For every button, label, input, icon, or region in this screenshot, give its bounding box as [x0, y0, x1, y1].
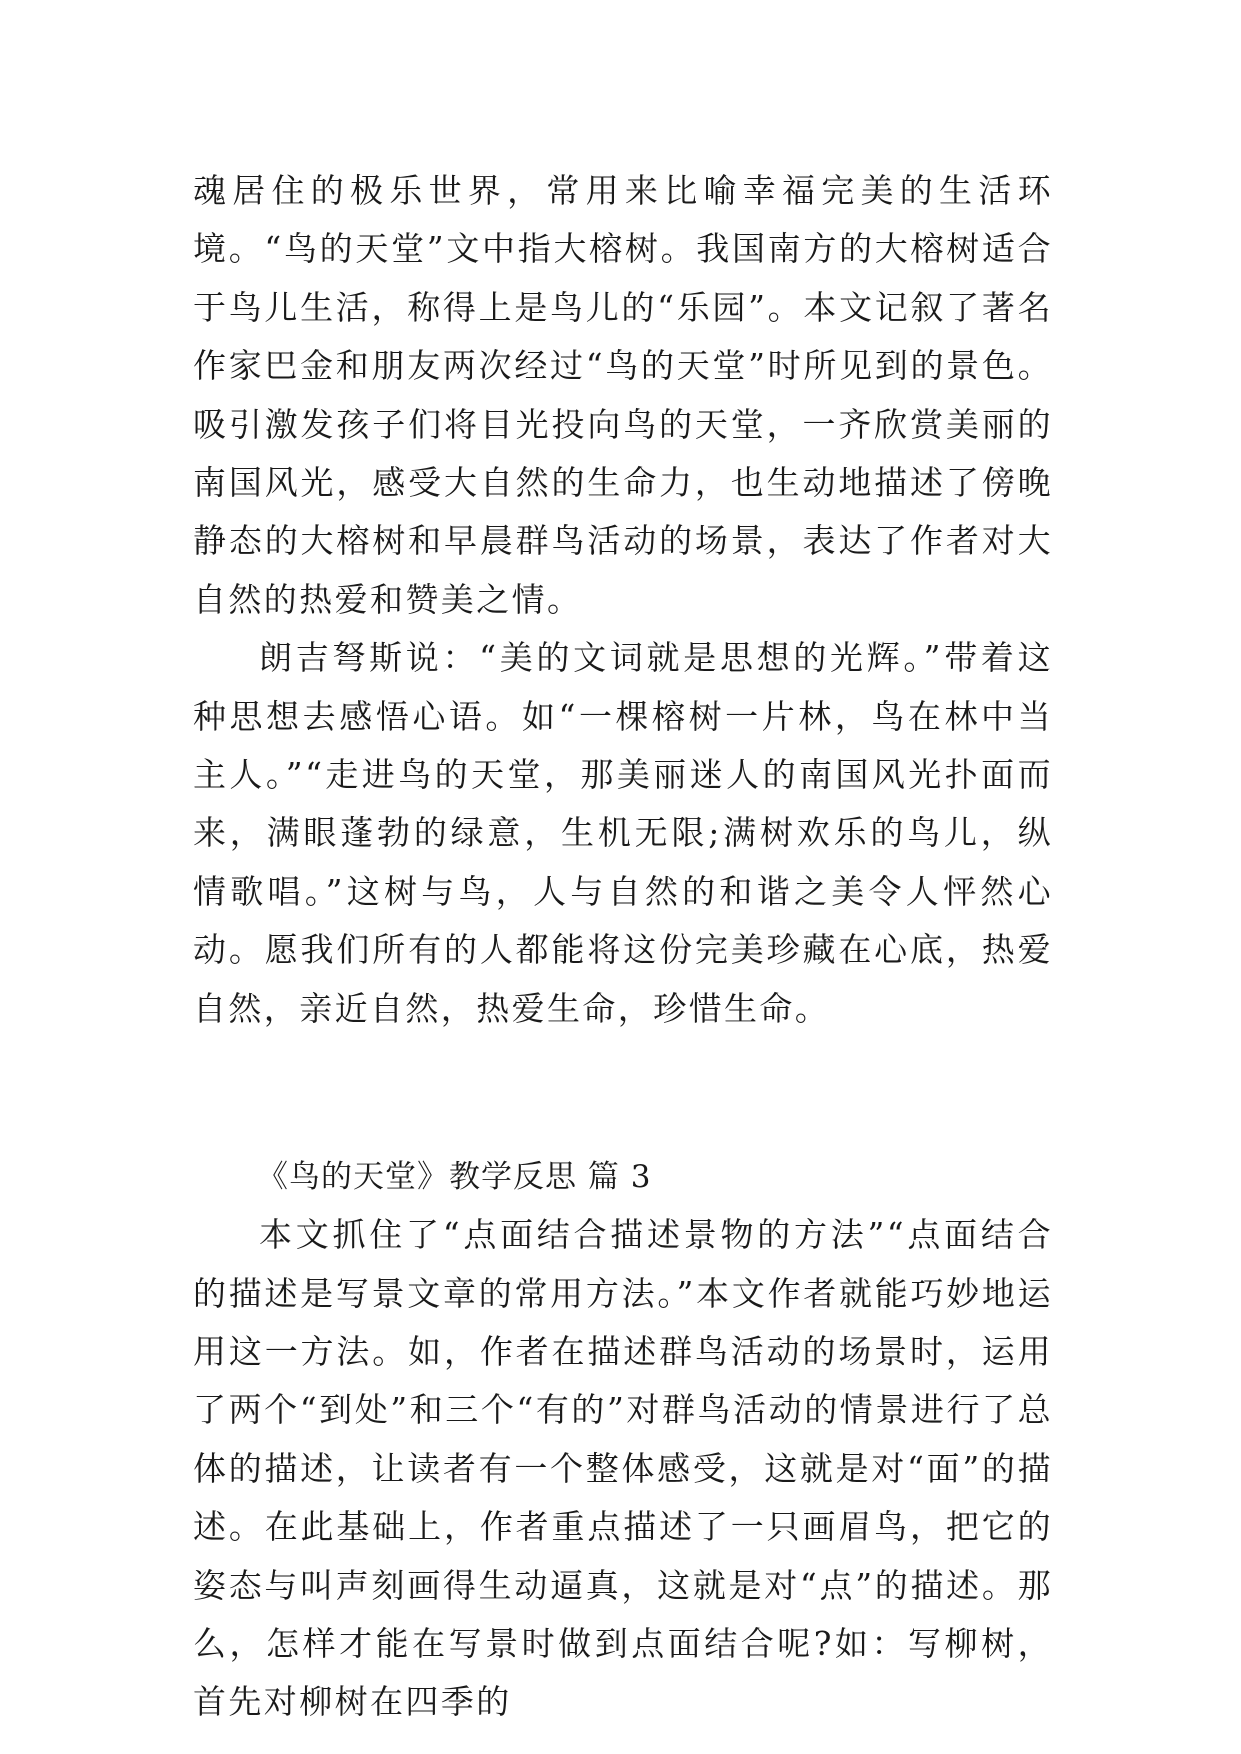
- section-heading: 《鸟的天堂》教学反思 篇 3: [257, 1159, 652, 1196]
- section-spacer: [193, 1038, 1053, 1148]
- document-body: [193, 162, 1053, 1732]
- paragraph-continued: 魂居住的极乐世界，常用来比喻幸福完美的生活环境。“鸟的天堂”文中指大榕树。我国南方的大榕树适合于鸟儿生活，称得上是鸟儿的“乐园”。本文记叙了著名作家巴金和朋友两次经过“鸟的天堂”时所见到的景色。吸引激发孩子们将目光投向鸟的天堂，一齐欣赏美丽的南国风光，感受大自然的生命力，也生动地描述了傍晚静态的大榕树和早晨群鸟活动的场景，表达了作者对大自然的热爱和赞美之情。: [193, 171, 1053, 619]
- paragraph-quote-reflection: 朗吉弩斯说：“美的文词就是思想的光辉。”带着这种思想去感悟心语。如“一棵榕树一片林，鸟在林中当主人。”“走进鸟的天堂，那美丽迷人的南国风光扑面而来，满眼蓬勃的绿意，生机无限;满树欢乐的鸟儿，纵情歌唱。”这树与鸟，人与自然的和谐之美令人怦然心动。愿我们所有的人都能将这份完美珍藏在心底，热爱自然，亲近自然，热爱生命，珍惜生命。: [193, 638, 1053, 1028]
- paragraph-section-3: 本文抓住了“点面结合描述景物的方法”“点面结合的描述是写景文章的常用方法。”本文作者就能巧妙地运用这一方法。如，作者在描述群鸟活动的场景时，运用了两个“到处”和三个“有的”对群鸟活动的情景进行了总体的描述，让读者有一个整体感受，这就是对“面”的描述。在此基础上，作者重点描述了一只画眉鸟，把它的姿态与叫声刻画得生动逼真，这就是对“点”的描述。那么，怎样才能在写景时做到点面结合呢?如：写柳树，首先对柳树在四季的: [193, 1215, 1053, 1722]
